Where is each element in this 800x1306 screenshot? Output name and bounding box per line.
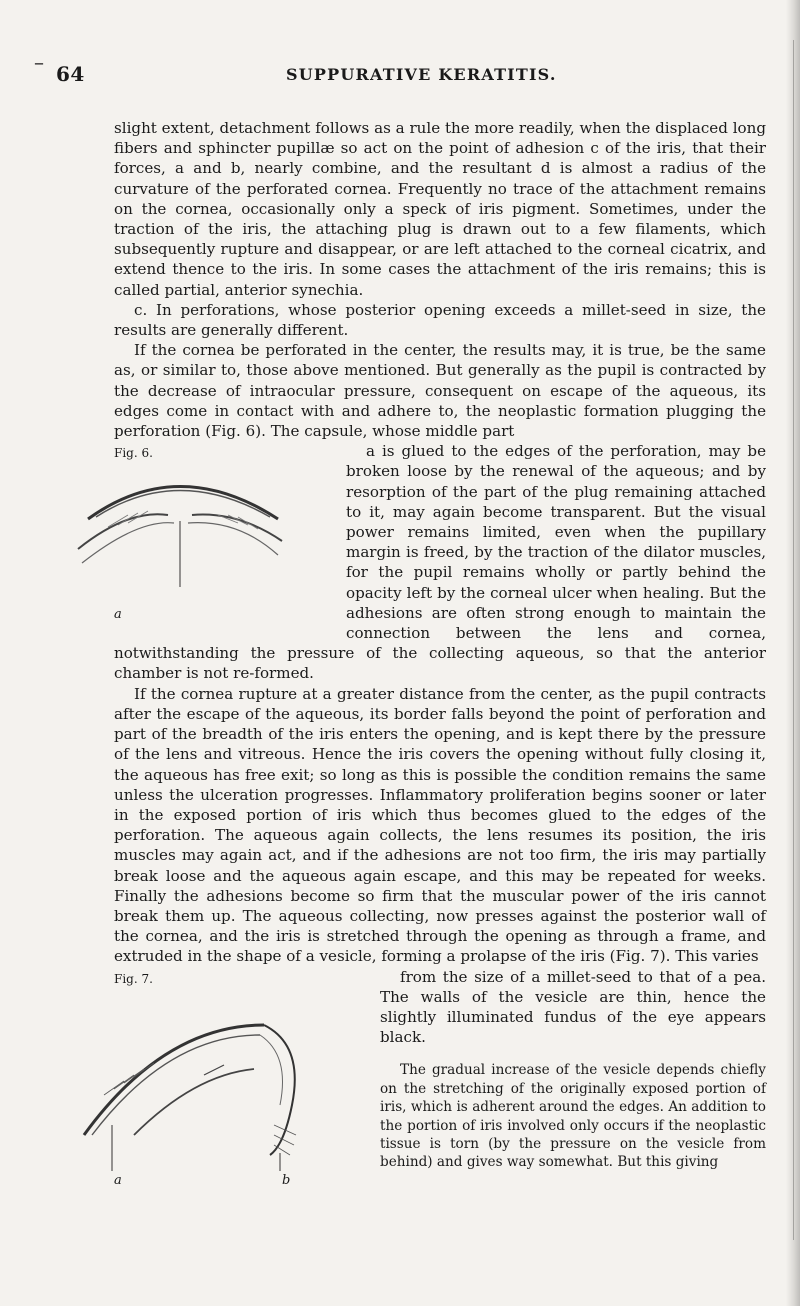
page-number: 64 bbox=[56, 62, 85, 86]
running-header bbox=[56, 62, 746, 88]
page-edge-line bbox=[793, 40, 796, 1240]
paragraph-3b: a is glued to the edges of the perforation, may be broken loose by the renewal of the aqueous; and by resorption of the part of the plug remaining attached to it, may again become transparent. But the visual power remains limited, even when the pupillary margin is freed, by the traction of the dilator muscles, for the pupil remains wholly or partly behind the opacity left by the corneal ulcer when healing. But the adhesions are often strong enough to maintain the connection between the lens and cornea, notwithstanding the pressure of the collecting aqueous, so that the anterior chamber is not re-formed. bbox=[114, 442, 766, 683]
paragraph-4: If the cornea rupture at a greater distance from the center, as the pupil contracts after the escape of the aqueous, its border falls beyond the point of perforation and part of the breadth of the iris enters the opening, and is kept there by the pressure of the lens and vitreous. Hence the iris covers the opening without fully closing it, the aqueous has free exit; so long as this is possible the condition remains the same unless the ulceration progresses. Inflammatory proliferation begins sooner or later in the exposed portion of iris which thus becomes glued to the edges of the perforation. The aqueous again collects, the lens resumes its position, the iris muscles may again act, and if the adhesions are not too firm, the iris may partially break loose and the aqueous again escape, and this may be repeated for weeks. Finally the adhesions become so firm that the muscular power of the iris cannot break them up. The aqueous collecting, now presses against the posterior wall of the cornea, and the iris is stretched through the opening as through a frame, and extruded in the shape of a vesicle, forming a prolapse of the iris (Fig. 7). This varies bbox=[114, 684, 766, 966]
page-title: SUPPURATIVE KERATITIS. bbox=[286, 65, 557, 84]
figure-6-illustration bbox=[68, 459, 290, 639]
figure-6 bbox=[114, 441, 336, 643]
figure-7-illustration bbox=[74, 985, 330, 1175]
paragraph-6-smallprint: The gradual increase of the vesicle depends chiefly on the stretching of the originally exposed portion of iris, which is adherent around the edges. An addition to the portion of iris involved only occurs if the neoplastic tissue is torn (by the pressure on the vesicle from behind) and gives way somewhat. But this giving bbox=[380, 1062, 766, 1171]
paragraph-5: from the size of a millet-seed to that of a pea. The walls of the vesicle are thin, hence the slightly illuminated fundus of the eye appears black. bbox=[380, 967, 766, 1047]
figure-7 bbox=[114, 967, 370, 1189]
figure-7-label: Fig. 7. bbox=[114, 971, 153, 986]
figure-7-letter-a: a bbox=[114, 1172, 122, 1188]
figure-6-letter-a: a bbox=[114, 607, 122, 623]
paragraph-3a: If the cornea be perforated in the center, the results may, it is true, be the same as, or similar to, those above mentioned. But generally as the pupil is contracted by the decrease of intraocular pressure, consequent on escape of the aqueous, its edges come in contact with and adhere to, the neoplastic formation plugging the perforation (Fig. 6). The capsule, whose middle part bbox=[114, 341, 766, 441]
figure-7-letter-b: b bbox=[282, 1172, 291, 1188]
body-text bbox=[114, 118, 766, 1189]
paragraph-2: c. In perforations, whose posterior opening exceeds a millet-seed in size, the results are generally different. bbox=[114, 300, 766, 340]
paragraph-1: slight extent, detachment follows as a rule the more readily, when the displaced long fibers and sphincter pupillæ so act on the point of adhesion c of the iris, that their forces, a and b, nearly combine, and the resultant d is almost a radius of the curvature of the perforated cornea. Frequently no trace of the attachment remains on the cornea, occasionally only a speck of iris pigment. Sometimes, under the traction of the iris, the attaching plug is drawn out to a few filaments, which subsequently rupture and disappear, or are left attached to the corneal cicatrix, and extend thence to the iris. In some cases the attachment of the iris remains; this is called partial, anterior synechia. bbox=[114, 119, 766, 299]
margin-mark: – bbox=[34, 50, 44, 74]
figure-6-label: Fig. 6. bbox=[114, 446, 153, 461]
